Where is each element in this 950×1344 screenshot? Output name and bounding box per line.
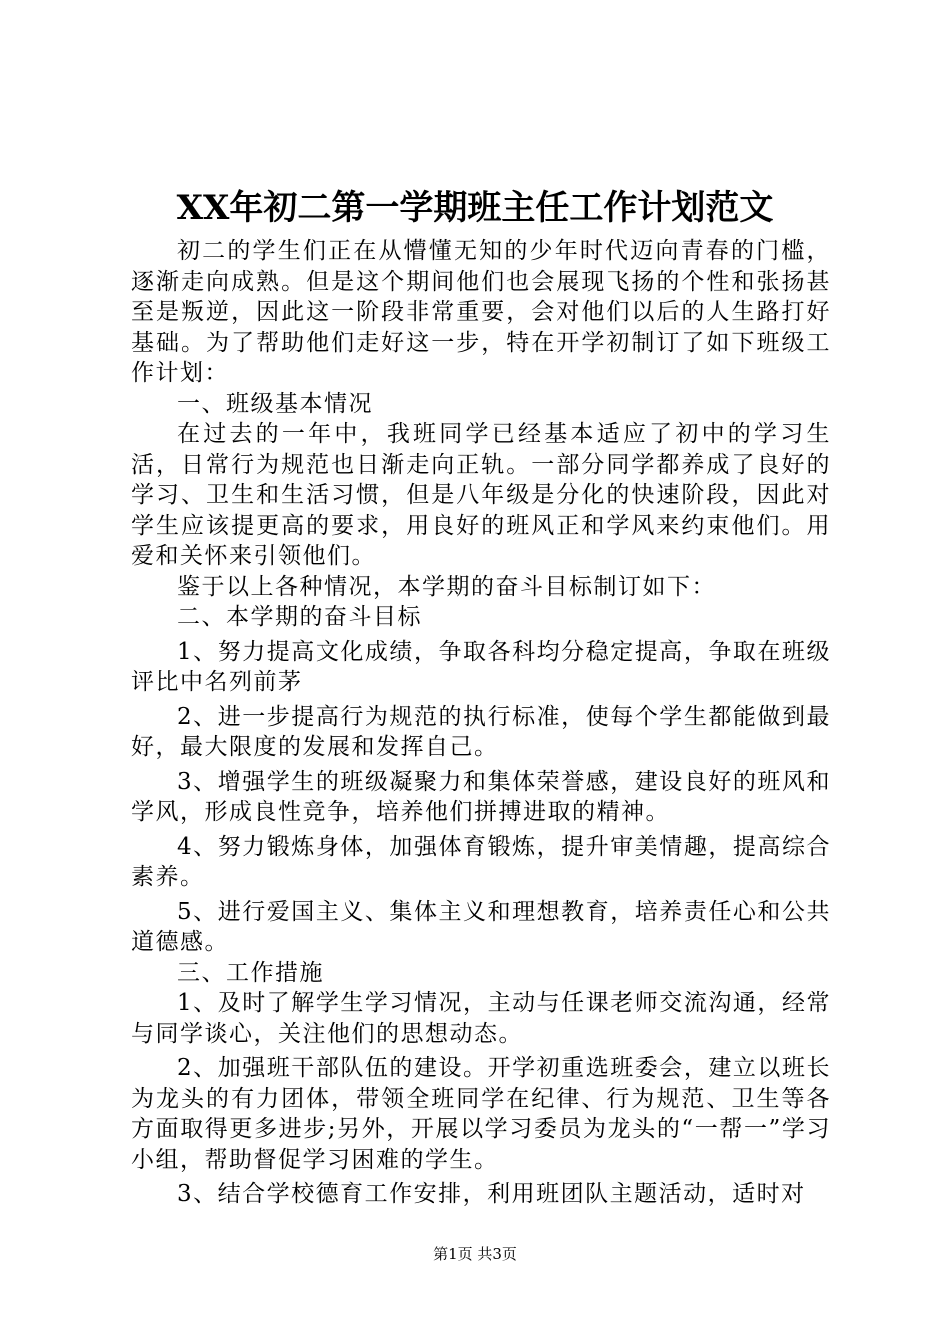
paragraph-class-situation: 在过去的一年中，我班同学已经基本适应了初中的学习生活，日常行为规范也日渐走向正轨。一部分同学都养成了良好的学习、卫生和生活习惯，但是八年级是分化的快速阶段，因此对学生应该提更高的要求，用良好的班风正和学风来约束他们。用爱和关怀来引领他们。 — [131, 421, 831, 569]
measure-item-3: 3、结合学校德育工作安排，利用班团队主题活动，适时对 — [177, 1181, 806, 1207]
goal-item-4: 4、努力锻炼身体，加强体育锻炼，提升审美情趣，提高综合素养。 — [131, 833, 831, 890]
section-heading-goals: 二、本学期的奋斗目标 — [177, 604, 422, 630]
goal-item-5: 5、进行爱国主义、集体主义和理想教育，培养责任心和公共道德感。 — [131, 898, 831, 955]
goal-item-2: 2、进一步提高行为规范的执行标准，使每个学生都能做到最好，最大限度的发展和发挥自己。 — [131, 703, 831, 760]
section-heading-class-situation: 一、班级基本情况 — [177, 390, 373, 417]
goal-item-1: 1、努力提高文化成绩，争取各科均分稳定提高，争取在班级评比中名列前茅 — [131, 638, 831, 695]
measure-item-2: 2、加强班干部队伍的建设。开学初重选班委会，建立以班长为龙头的有力团体，带领全班同学在纪律、行为规范、卫生等各方面取得更多进步;另外，开展以学习委员为龙头的“一帮一”学习小组，帮助督促学习困难的学生。 — [131, 1055, 831, 1173]
document-body — [131, 236, 831, 1210]
measure-item-1: 1、及时了解学生学习情况，主动与任课老师交流沟通，经常与同学谈心，关注他们的思想动态。 — [131, 990, 831, 1047]
goal-item-3: 3、增强学生的班级凝聚力和集体荣誉感，建设良好的班风和学风，形成良性竞争，培养他们拼搏进取的精神。 — [131, 768, 831, 825]
section-heading-measures: 三、工作措施 — [177, 959, 324, 986]
document-title: XX年初二第一学期班主任工作计划范文 — [176, 188, 774, 228]
page-footer: 第1页 共3页 — [433, 1245, 517, 1263]
paragraph-intro: 初二的学生们正在从懵懂无知的少年时代迈向青春的门槛，逐渐走向成熟。但是这个期间他们也会展现飞扬的个性和张扬甚至是叛逆，因此这一阶段非常重要，会对他们以后的人生路打好基础。为了帮助他们走好这一步，特在开学初制订了如下班级工作计划： — [131, 238, 831, 386]
paragraph-goals-lead: 鉴于以上各种情况，本学期的奋斗目标制订如下： — [177, 573, 716, 600]
